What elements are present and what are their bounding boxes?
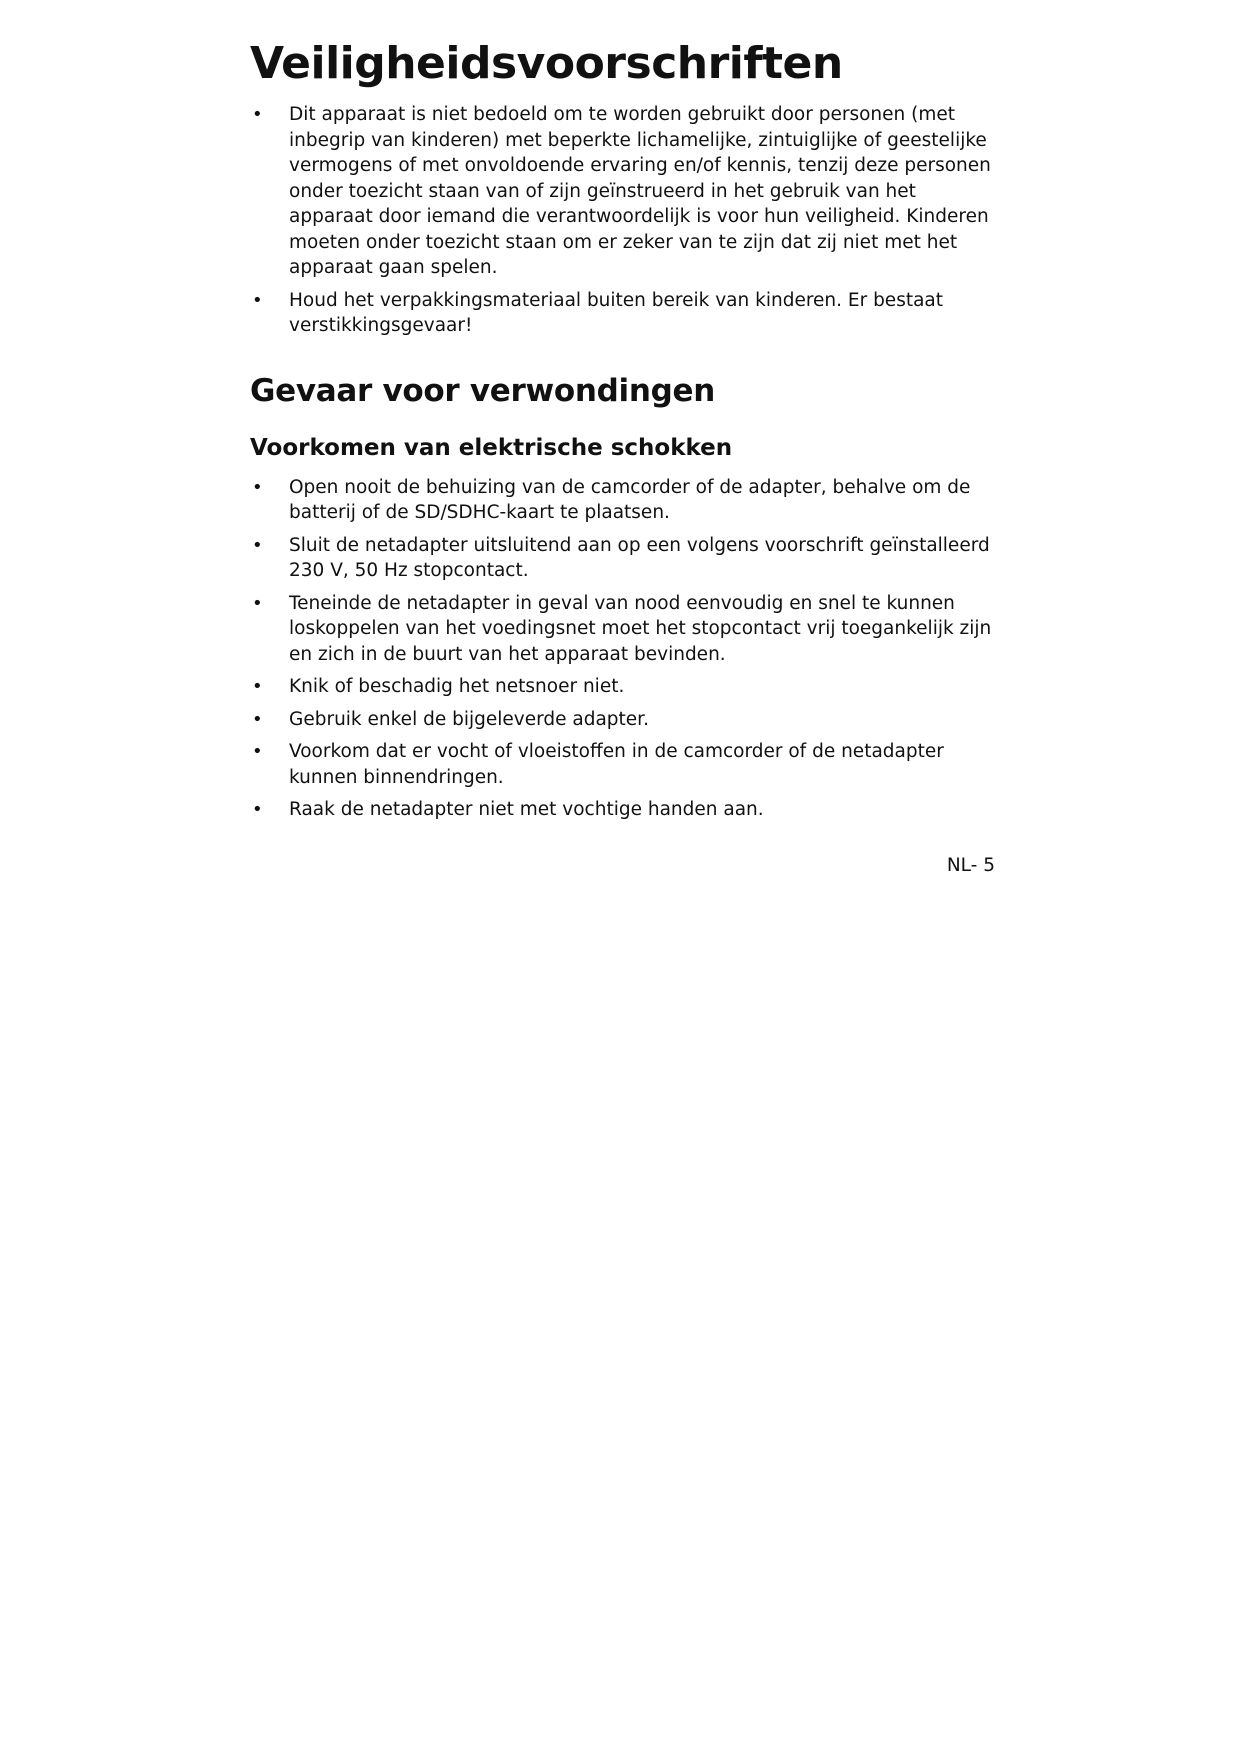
electric-shock-list xyxy=(250,475,995,823)
document-page xyxy=(250,36,995,830)
list-item: • Gebruik enkel de bijgeleverde adapter. xyxy=(250,707,995,733)
page-title: Veiligheidsvoorschriften xyxy=(250,38,843,89)
list-item: • Teneinde de netadapter in geval van nood eenvoudig en snel te kunnen loskoppelen van het voedingsnet moet het stopcontact vrij toegankelijk zijn en zich in de buurt van het apparaat bevinden. xyxy=(250,591,995,668)
section-title: Gevaar voor verwondingen xyxy=(250,372,715,409)
list-item: • Houd het verpakkingsmateriaal buiten bereik van kinderen. Er bestaat verstikkingsgevaar! xyxy=(250,288,995,339)
list-item: • Dit apparaat is niet bedoeld om te worden gebruikt door personen (met inbegrip van kinderen) met beperkte lichamelijke, zintuiglijke of geestelijke vermogens of met onvoldoende ervaring en/of kennis, tenzij deze personen onder toezicht staan van of zijn geïnstrueerd in het gebruik van het apparaat door iemand die verantwoordelijk is voor hun veiligheid. Kinderen moeten onder toezicht staan om er zeker van te zijn dat zij niet met het apparaat gaan spelen. xyxy=(250,102,995,281)
list-item: • Voorkom dat er vocht of vloeistoffen in de camcorder of de netadapter kunnen binnendringen. xyxy=(250,739,995,790)
list-item: • Knik of beschadig het netsnoer niet. xyxy=(250,674,995,700)
list-item: • Raak de netadapter niet met vochtige handen aan. xyxy=(250,797,995,823)
list-item: • Open nooit de behuizing van de camcorder of de adapter, behalve om de batterij of de SD/SDHC-kaart te plaatsen. xyxy=(250,475,995,526)
intro-list xyxy=(250,102,995,339)
subsection-title: Voorkomen van elektrische schokken xyxy=(250,434,733,461)
list-item: • Sluit de netadapter uitsluitend aan op een volgens voorschrift geïnstalleerd 230 V, 50 Hz stopcontact. xyxy=(250,533,995,584)
page-number: NL- 5 xyxy=(946,855,995,876)
